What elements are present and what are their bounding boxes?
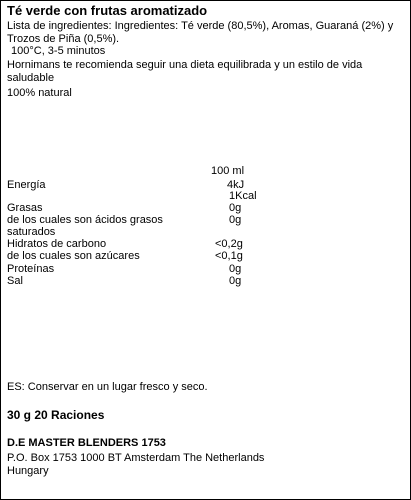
nutrition-row-value: <0,2g bbox=[215, 238, 243, 250]
nutrition-row-label: Proteínas bbox=[7, 263, 55, 275]
nutrition-row-value: 0g bbox=[229, 263, 242, 275]
ingredients-text: Lista de ingredientes: Ingredientes: Té verde (80,5%), Aromas, Guaraná (2%) y Trozos de Piña (0,5%). bbox=[7, 20, 394, 45]
nutrition-row-label: saturados bbox=[7, 226, 56, 238]
company-name: D.E MASTER BLENDERS 1753 bbox=[7, 437, 166, 449]
nutrition-row-label: Grasas bbox=[7, 202, 43, 214]
preparation-text: 100°C, 3-5 minutos bbox=[11, 45, 106, 57]
nutrition-per-header: 100 ml bbox=[211, 165, 245, 177]
nutrition-row-label: Energía bbox=[7, 179, 46, 191]
nutrition-row-label: de los cuales son azúcares bbox=[7, 250, 140, 262]
address-line: P.O. Box 1753 1000 BT Amsterdam The Netherlands bbox=[7, 452, 265, 464]
nutrition-row-label: Hidratos de carbono bbox=[7, 238, 107, 250]
nutrition-row-value: 1Kcal bbox=[229, 190, 257, 202]
advice-text: Hornimans te recomienda seguir una dieta equilibrada y un estilo de vida saludable bbox=[7, 59, 363, 84]
address-line: Hungary bbox=[7, 465, 49, 477]
package-info: 30 g 20 Raciones bbox=[7, 408, 105, 422]
storage-instructions: ES: Conservar en un lugar fresco y seco. bbox=[7, 381, 208, 393]
nutrition-row-value: <0,1g bbox=[215, 250, 243, 262]
company-address bbox=[7, 452, 264, 478]
product-title: Té verde con frutas aromatizado bbox=[7, 3, 208, 18]
nutrition-row-label: de los cuales son ácidos grasos bbox=[7, 214, 163, 226]
nutrition-row-value: 0g bbox=[229, 275, 242, 287]
nutrition-row-value: 0g bbox=[229, 202, 242, 214]
nutrition-row-value: 0g bbox=[229, 214, 242, 226]
natural-claim: 100% natural bbox=[7, 87, 72, 99]
nutrition-row-label: Sal bbox=[7, 275, 23, 287]
nutrition-row-value: 4kJ bbox=[227, 179, 245, 191]
